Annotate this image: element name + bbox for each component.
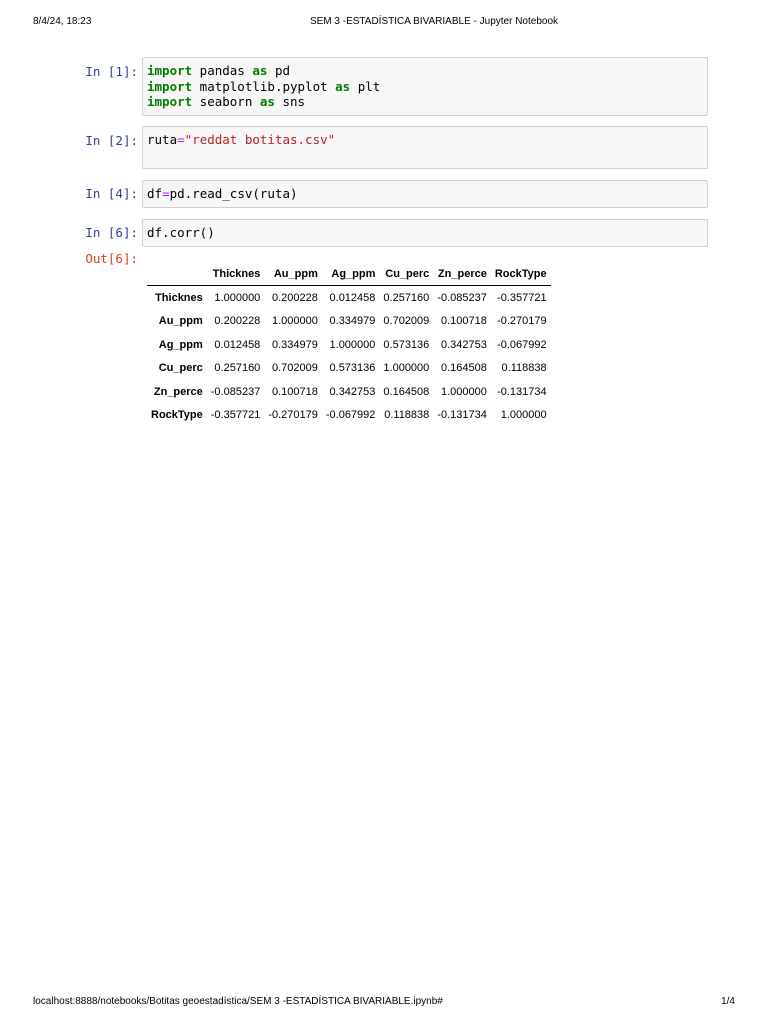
table-row xyxy=(147,310,551,334)
correlation-table xyxy=(147,262,551,427)
table-cell: 0.334979 xyxy=(329,315,376,328)
table-cell: 0.200228 xyxy=(271,291,318,304)
print-header xyxy=(0,16,768,30)
input-prompt: In [4]: xyxy=(85,186,138,201)
table-row xyxy=(147,357,551,381)
print-url: localhost:8888/notebooks/Botitas geoestadística/SEM 3 -ESTADÍSTICA BIVARIABLE.ipynb# xyxy=(33,996,443,1007)
code-line: import matplotlib.pyplot as plt xyxy=(147,78,381,94)
table-row xyxy=(147,404,551,428)
table-cell: -0.131734 xyxy=(437,409,487,422)
table-cell: 1.000000 xyxy=(383,362,430,375)
table-cell: -0.270179 xyxy=(497,315,547,328)
column-header: Cu_perc xyxy=(379,262,433,286)
table-cell: 0.164508 xyxy=(440,362,487,375)
table-cell: 0.100718 xyxy=(271,385,318,398)
code-input[interactable] xyxy=(142,57,708,116)
row-index: Cu_perc xyxy=(158,362,203,375)
table-cell: -0.357721 xyxy=(497,291,547,304)
table-cell: -0.131734 xyxy=(497,385,547,398)
input-prompt: In [6]: xyxy=(85,225,138,240)
table-cell: 0.257160 xyxy=(214,362,261,375)
table-cell: -0.357721 xyxy=(210,409,261,422)
table-cell: 0.334979 xyxy=(271,338,318,351)
column-header: Au_ppm xyxy=(264,262,322,286)
print-footer xyxy=(0,996,768,1010)
code-line: import pandas as pd xyxy=(147,63,291,78)
table-cell: -0.067992 xyxy=(325,409,376,422)
corner-cell xyxy=(147,262,207,286)
table-cell: -0.085237 xyxy=(210,385,261,398)
table-cell: 1.000000 xyxy=(271,315,318,328)
table-cell: 1.000000 xyxy=(500,409,547,422)
code-input[interactable]: ruta="reddat botitas.csv" xyxy=(142,126,708,169)
table-cell: 1.000000 xyxy=(440,385,487,398)
print-datetime: 8/4/24, 18:23 xyxy=(33,16,92,27)
table-cell: 0.257160 xyxy=(383,291,430,304)
table-cell: 0.702009 xyxy=(383,315,430,328)
row-index: Ag_ppm xyxy=(158,338,203,351)
column-header: Zn_perce xyxy=(433,262,491,286)
table-cell: 1.000000 xyxy=(329,338,376,351)
print-title: SEM 3 -ESTADÍSTICA BIVARIABLE - Jupyter Notebook xyxy=(309,16,559,27)
table-cell: 0.012458 xyxy=(329,291,376,304)
table-cell: 0.118838 xyxy=(384,409,430,422)
table-cell: 0.100718 xyxy=(440,315,487,328)
row-index: Au_ppm xyxy=(158,315,203,328)
table-cell: -0.270179 xyxy=(268,409,318,422)
code-input[interactable]: df=pd.read_csv(ruta) xyxy=(142,180,708,208)
page-number: 1/4 xyxy=(721,996,735,1007)
table-cell: -0.085237 xyxy=(437,291,487,304)
table-cell: 0.164508 xyxy=(383,385,430,398)
row-index: RockType xyxy=(151,409,203,422)
code-line: import seaborn as sns xyxy=(147,94,306,109)
row-index: Thicknes xyxy=(155,291,203,304)
row-index: Zn_perce xyxy=(153,385,203,398)
table-row xyxy=(147,286,551,310)
column-header: RockType xyxy=(491,262,551,286)
table-cell: -0.067992 xyxy=(497,338,547,351)
column-header: Thicknes xyxy=(207,262,265,286)
table-row xyxy=(147,333,551,357)
output-prompt: Out[6]: xyxy=(85,251,138,266)
table-cell: 0.573136 xyxy=(329,362,376,375)
table-cell: 0.342753 xyxy=(329,385,376,398)
table-cell: 0.342753 xyxy=(440,338,487,351)
column-header: Ag_ppm xyxy=(322,262,380,286)
table-cell: 0.702009 xyxy=(271,362,318,375)
table-header-row xyxy=(147,262,551,286)
table-cell: 0.012458 xyxy=(214,338,261,351)
table-cell: 1.000000 xyxy=(214,291,261,304)
table-cell: 0.573136 xyxy=(383,338,430,351)
input-prompt: In [2]: xyxy=(85,133,138,148)
table-cell: 0.118838 xyxy=(501,362,547,375)
table-row xyxy=(147,380,551,404)
code-input[interactable]: df.corr() xyxy=(142,219,708,247)
input-prompt: In [1]: xyxy=(85,64,138,79)
table-cell: 0.200228 xyxy=(214,315,261,328)
